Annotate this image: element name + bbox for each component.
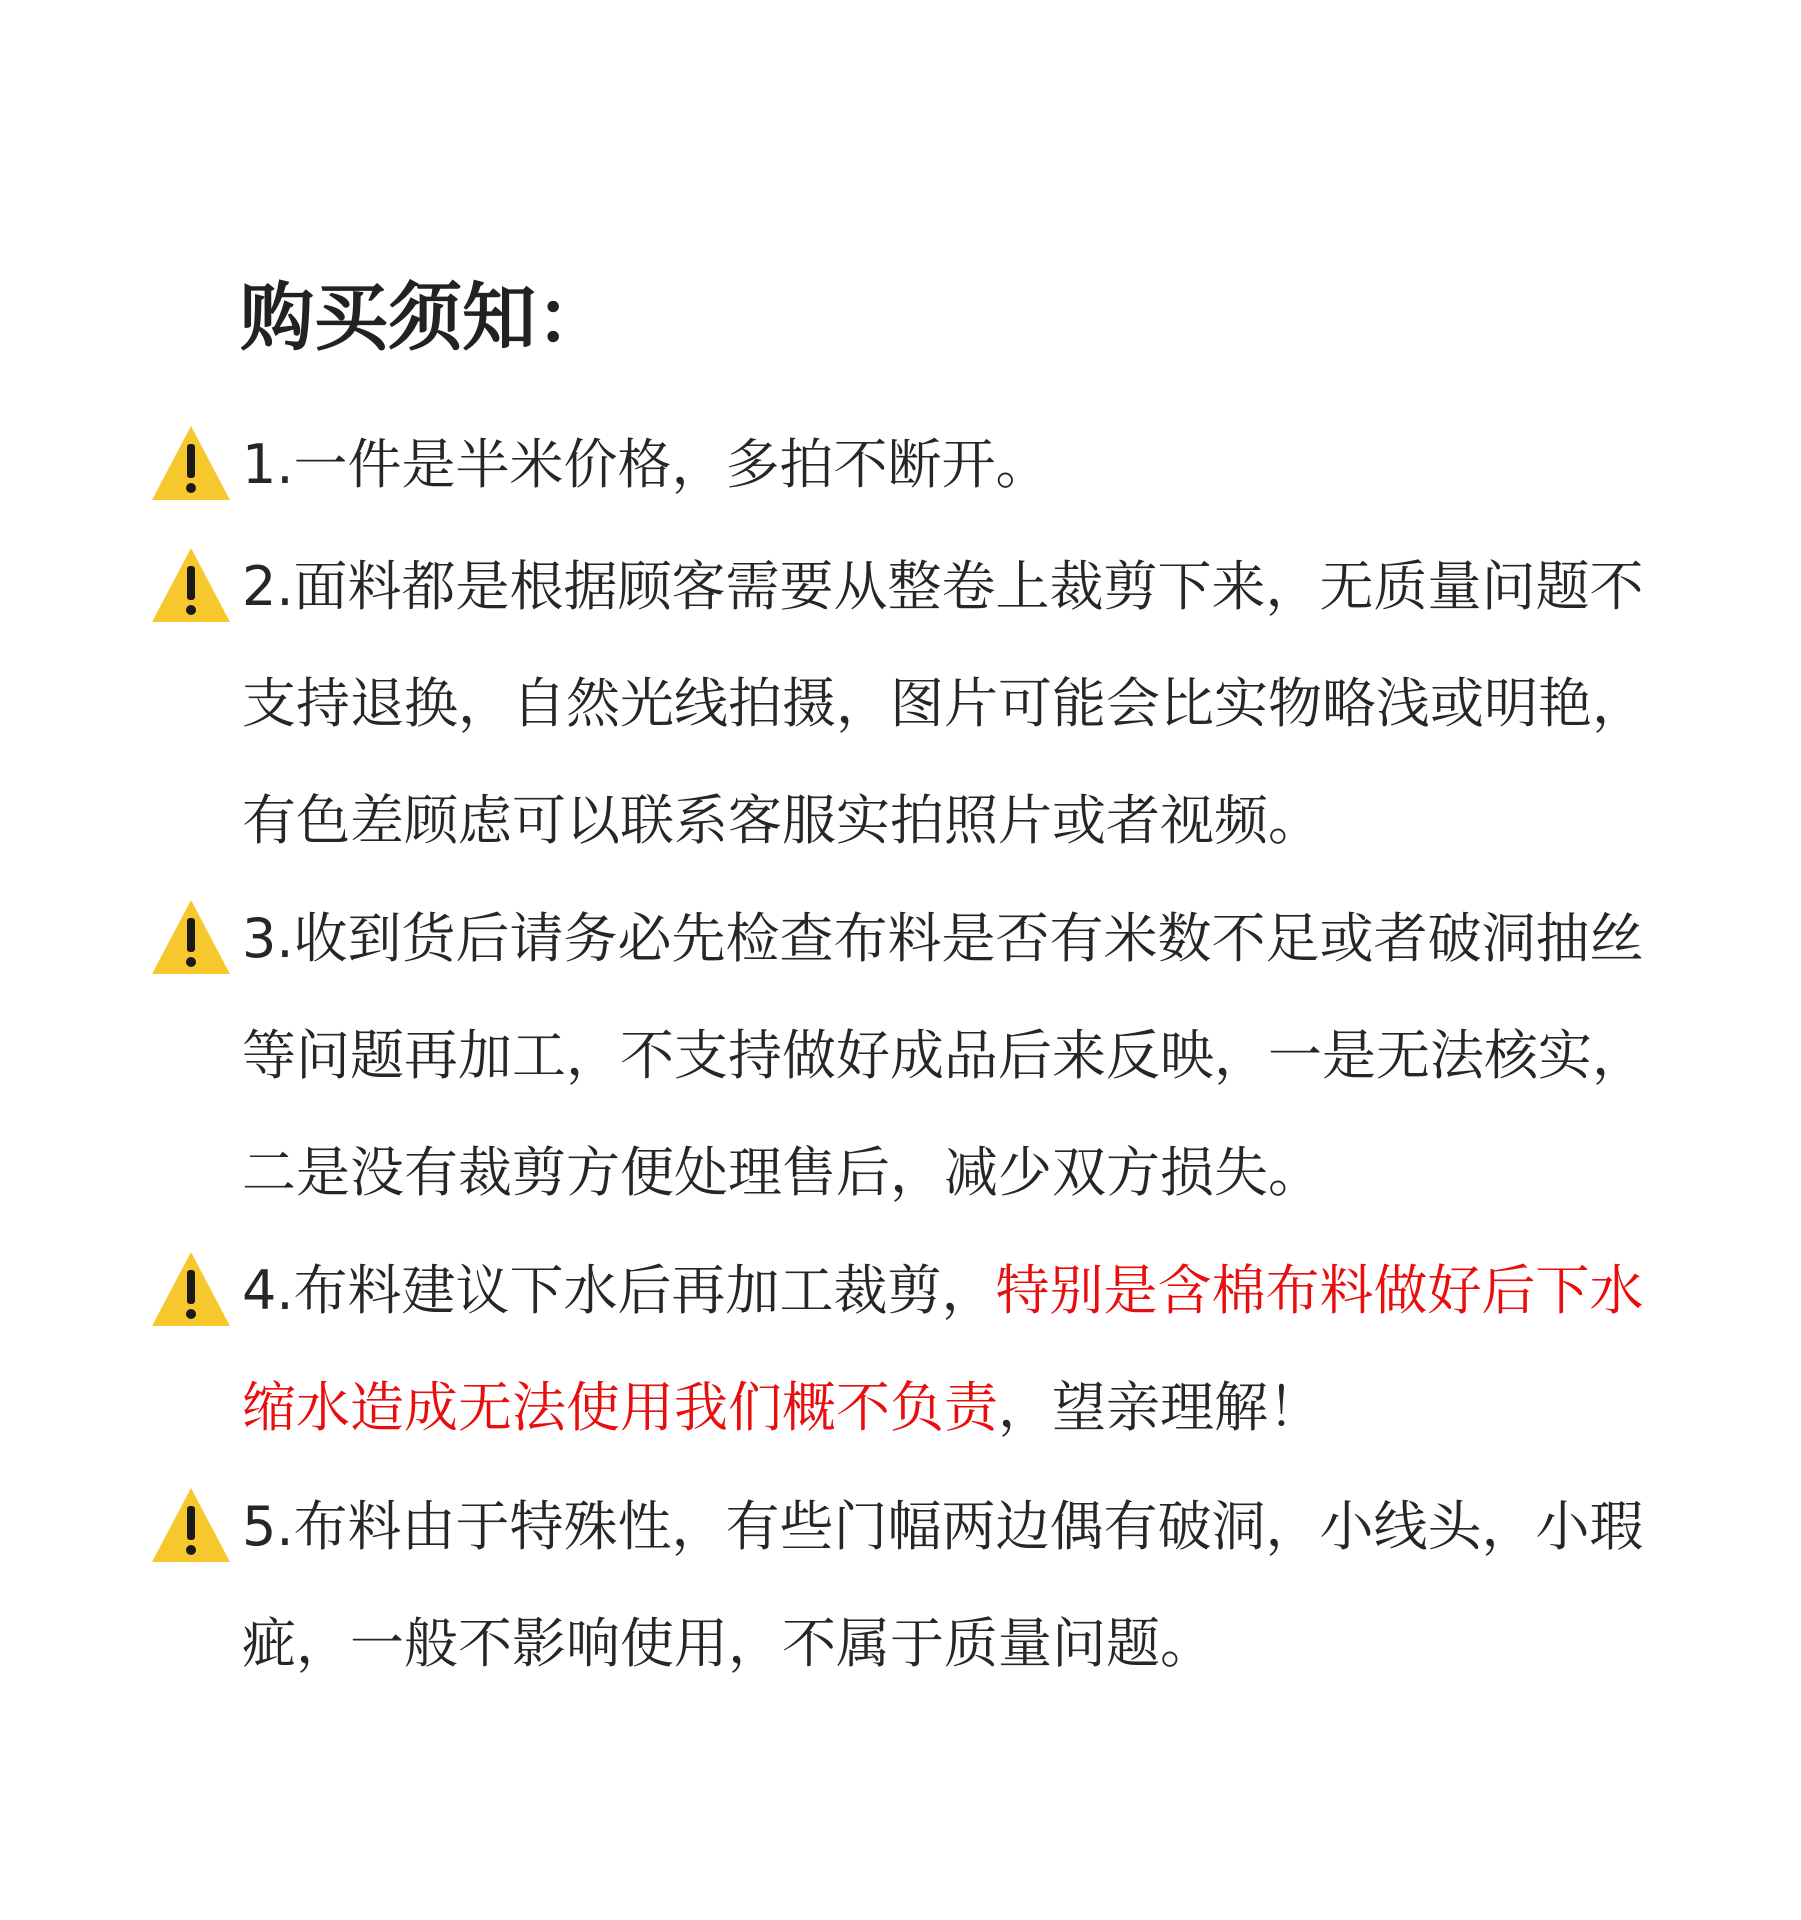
warning-triangle-icon	[150, 1486, 232, 1564]
notice-text: 5.布料由于特殊性，有些门幅两边偶有破洞，小线头，小瑕疵，一般不影响使用，不属于质量问题。	[242, 1495, 1644, 1675]
warning-triangle-icon	[150, 1250, 232, 1328]
notice-text-normal: ，望亲理解！	[998, 1376, 1322, 1439]
notice-item-5	[150, 1468, 1670, 1702]
notice-item-2	[150, 528, 1670, 879]
notice-text-normal: 4.布料建议下水后再加工裁剪，	[242, 1259, 996, 1322]
page-title: 购买须知：	[240, 275, 610, 361]
warning-triangle-icon	[150, 898, 232, 976]
notice-text-highlight: 特别是含棉布料做好后下水缩水造成无法使用我们概不负责	[242, 1259, 1644, 1439]
notice-text	[242, 1232, 1652, 1466]
notice-item-3	[150, 880, 1670, 1231]
warning-triangle-icon	[150, 424, 232, 502]
notice-text: 2.面料都是根据顾客需要从整卷上裁剪下来，无质量问题不支持退换，自然光线拍摄，图片可能会比实物略浅或明艳，有色差顾虑可以联系客服实拍照片或者视频。	[242, 555, 1646, 852]
warning-triangle-icon	[150, 546, 232, 624]
notice-text: 1.一件是半米价格，多拍不断开。	[242, 433, 1050, 496]
notice-text: 3.收到货后请务必先检查布料是否有米数不足或者破洞抽丝等问题再加工，不支持做好成品后来反映，一是无法核实，二是没有裁剪方便处理售后，减少双方损失。	[242, 907, 1646, 1204]
notice-item-1	[150, 406, 1670, 523]
notice-item-4	[150, 1232, 1670, 1466]
